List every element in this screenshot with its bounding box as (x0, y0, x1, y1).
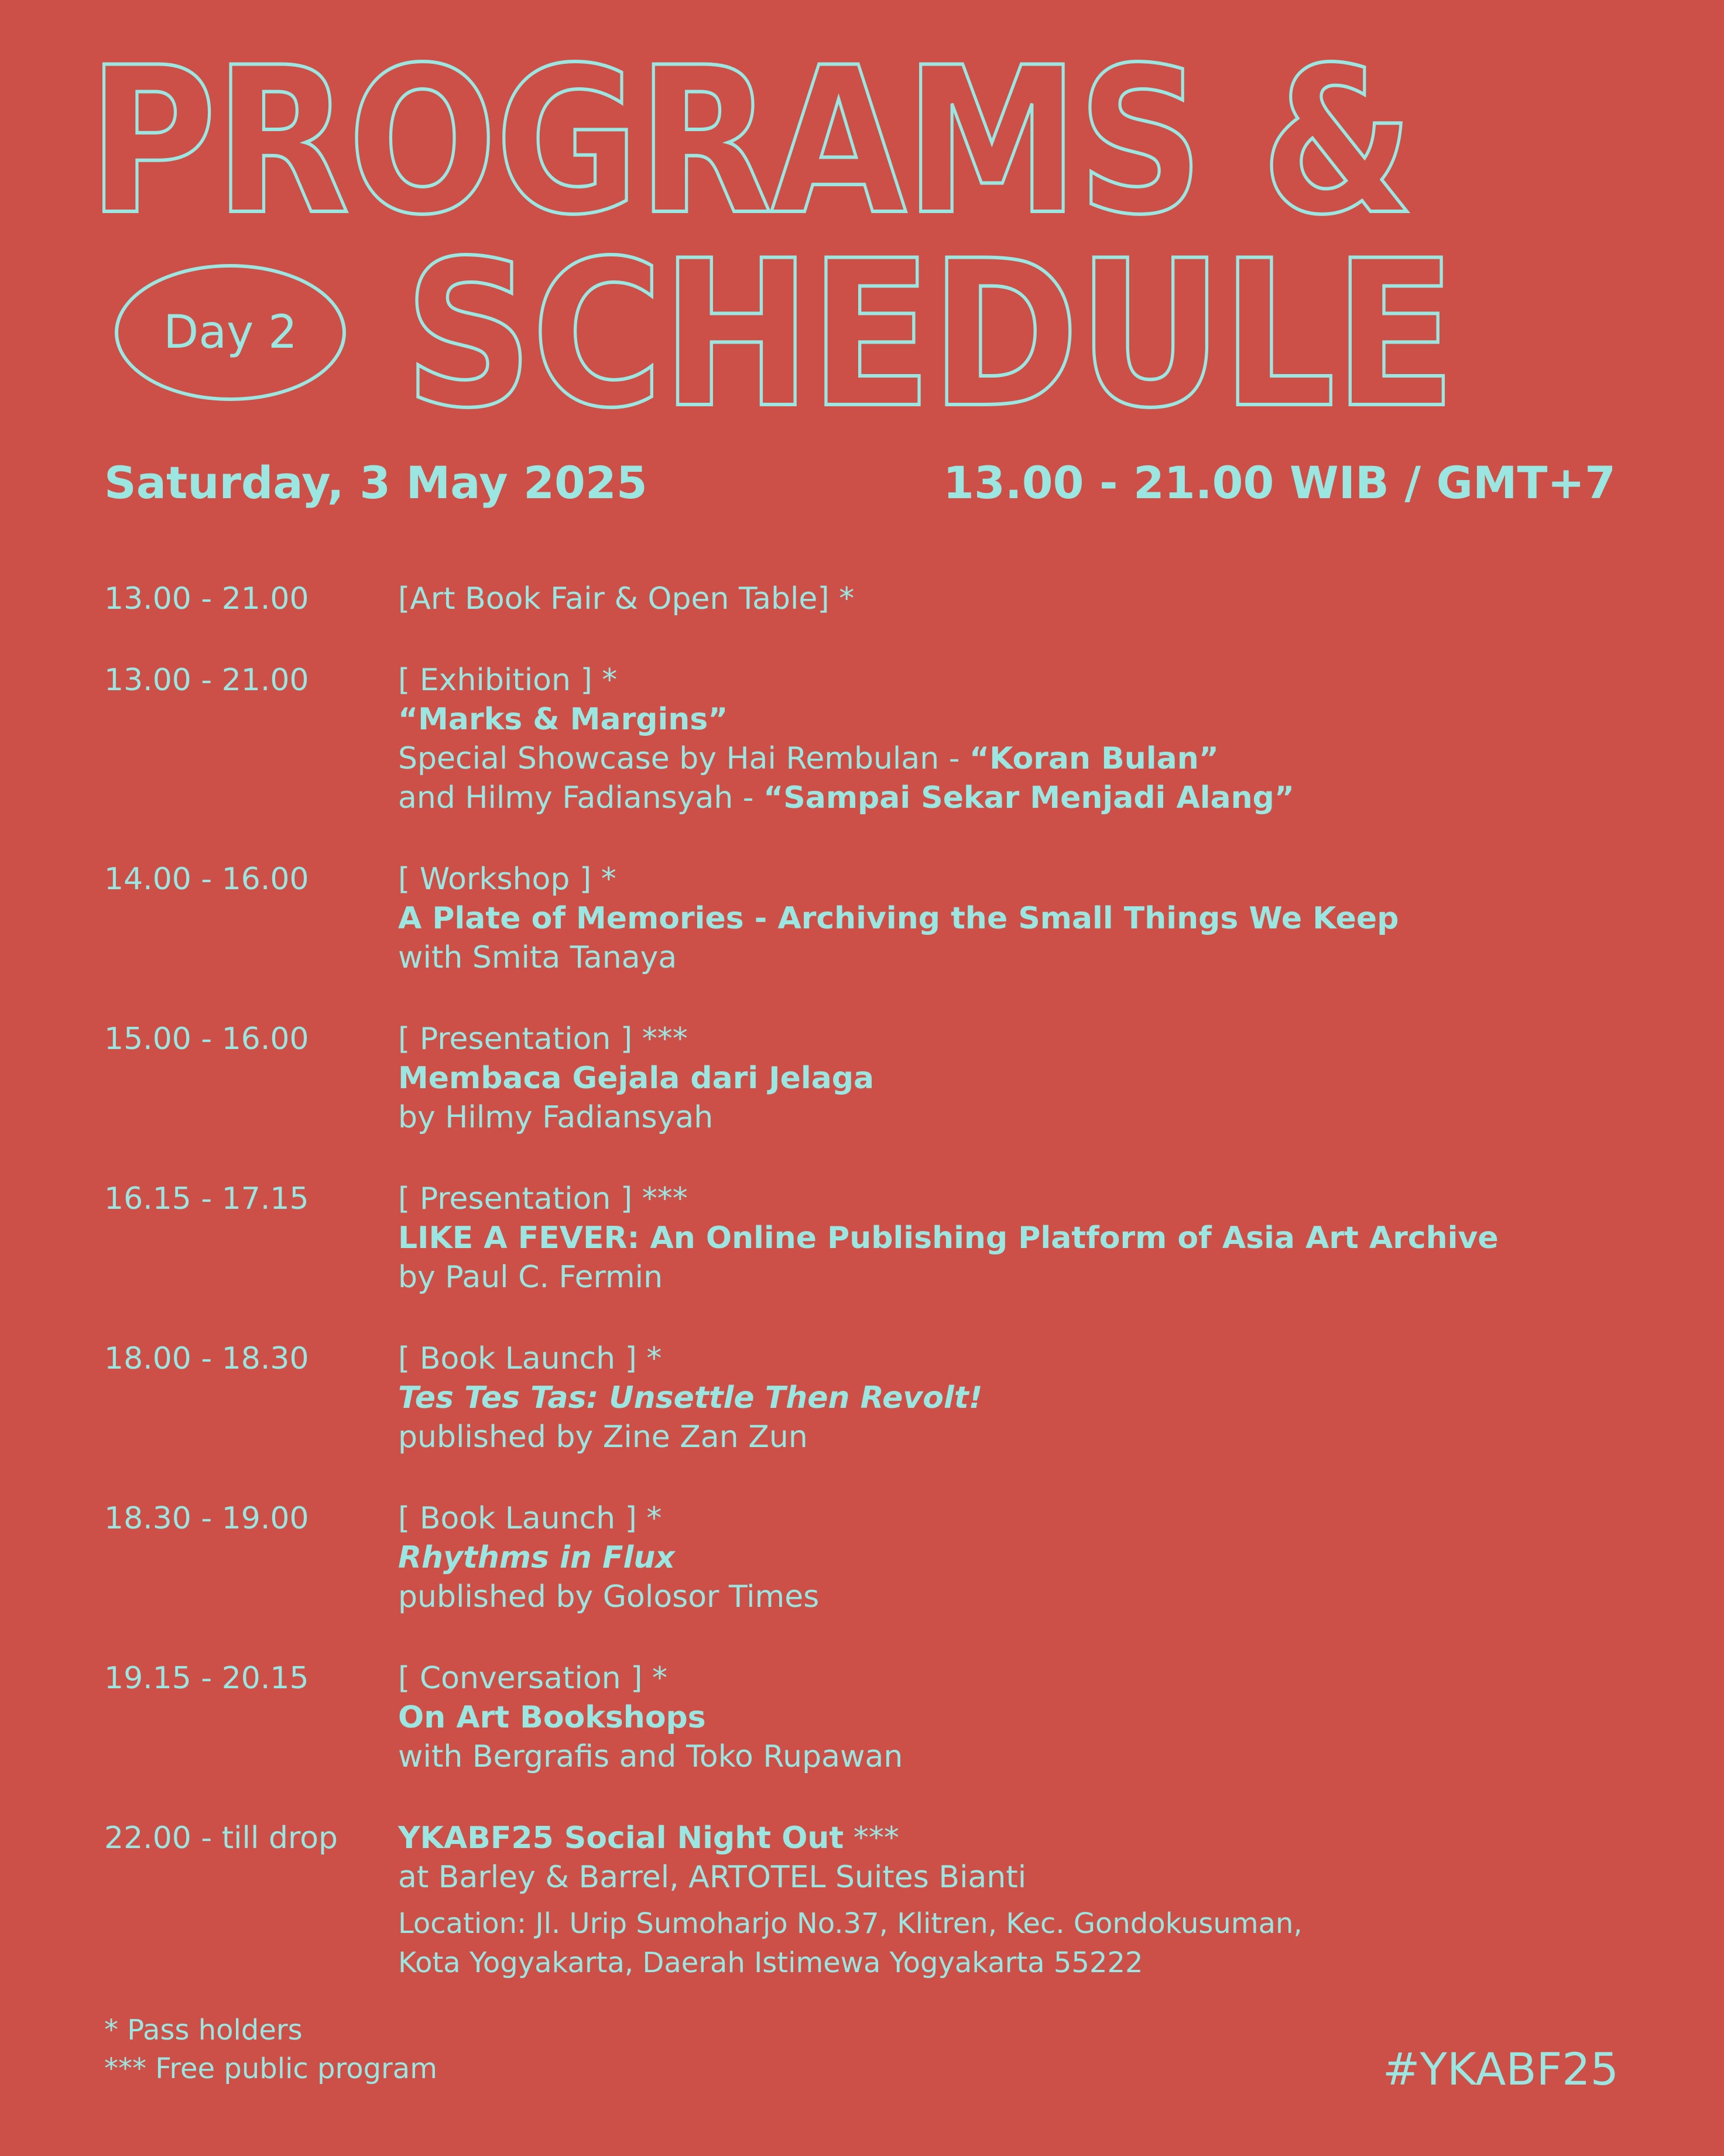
schedule-item (104, 1659, 1638, 1777)
schedule-category: [ Book Launch ] * (398, 1341, 662, 1376)
schedule-title: Membaca Gejala dari Jelaga (398, 1061, 875, 1096)
location-line: Kota Yogyakarta, Daerah Istimewa Yogyakarta 55222 (398, 1946, 1143, 1979)
legend-pass-holders: * Pass holders (104, 2014, 303, 2047)
schedule-title: A Plate of Memories - Archiving the Small Things We Keep (398, 901, 1399, 936)
schedule-showcase-line2 (398, 779, 1638, 818)
schedule-showcase-line1 (398, 739, 1638, 779)
schedule-title-line (398, 1819, 1638, 1858)
schedule-title: “Marks & Margins” (398, 702, 728, 737)
schedule-time: 18.00 - 18.30 (104, 1341, 309, 1376)
schedule-time: 22.00 - till drop (104, 1821, 338, 1856)
schedule-byline: published by Zine Zan Zun (398, 1420, 808, 1455)
schedule-category: [Art Book Fair & Open Table] * (398, 581, 855, 616)
showcase-work: “Koran Bulan” (969, 741, 1219, 776)
schedule-byline: by Hilmy Fadiansyah (398, 1100, 714, 1135)
location-block (398, 1904, 1638, 1983)
event-hours: 13.00 - 21.00 WIB / GMT+7 (943, 457, 1616, 509)
schedule-title: Tes Tes Tas: Unsettle Then Revolt! (398, 1380, 983, 1415)
schedule-time: 18.30 - 19.00 (104, 1501, 309, 1536)
schedule-title: YKABF25 Social Night Out (398, 1821, 844, 1856)
schedule-title: On Art Bookshops (398, 1700, 706, 1735)
schedule-byline: with Bergrafis and Toko Rupawan (398, 1739, 903, 1774)
schedule-title: Rhythms in Flux (398, 1540, 675, 1575)
title-programs: PROGRAMS & (88, 25, 1413, 259)
showcase-work: “Sampai Sekar Menjadi Alang” (763, 780, 1295, 815)
schedule-item (104, 1819, 1638, 1983)
schedule-byline: published by Golosor Times (398, 1579, 820, 1615)
schedule-item (104, 1180, 1638, 1297)
event-date: Saturday, 3 May 2025 (104, 457, 647, 509)
schedule-category: [ Workshop ] * (398, 862, 616, 897)
schedule-time: 14.00 - 16.00 (104, 862, 309, 897)
showcase-intro: Special Showcase by Hai Rembulan - (398, 741, 970, 776)
schedule-list (104, 580, 1638, 2025)
schedule-time: 19.15 - 20.15 (104, 1661, 309, 1696)
legend (104, 2011, 437, 2088)
schedule-time: 13.00 - 21.00 (104, 663, 309, 698)
schedule-category: [ Presentation ] *** (398, 1181, 688, 1216)
schedule-category: [ Exhibition ] * (398, 663, 618, 698)
day-badge (115, 264, 346, 401)
schedule-byline: at Barley & Barrel, ARTOTEL Suites Bianti (398, 1860, 1027, 1895)
schedule-item (104, 860, 1638, 978)
showcase-and: and Hilmy Fadiansyah - (398, 780, 764, 815)
schedule-title-mark: *** (844, 1821, 899, 1856)
schedule-item (104, 1499, 1638, 1617)
schedule-byline: with Smita Tanaya (398, 940, 677, 975)
schedule-category: [ Presentation ] *** (398, 1022, 688, 1057)
schedule-time: 16.15 - 17.15 (104, 1181, 309, 1216)
schedule-category: [ Book Launch ] * (398, 1501, 662, 1536)
schedule-time: 15.00 - 16.00 (104, 1022, 309, 1057)
title-schedule: SCHEDULE (404, 218, 1455, 453)
schedule-title: LIKE A FEVER: An Online Publishing Platform of Asia Art Archive (398, 1221, 1499, 1256)
day-badge-label: Day 2 (163, 306, 297, 359)
schedule-item (104, 1339, 1638, 1457)
schedule-byline: by Paul C. Fermin (398, 1260, 663, 1295)
schedule-category: [ Conversation ] * (398, 1661, 667, 1696)
location-line: Location: Jl. Urip Sumoharjo No.37, Klitren, Kec. Gondokusuman, (398, 1907, 1303, 1940)
schedule-item (104, 1020, 1638, 1137)
schedule-item (104, 580, 1638, 619)
schedule-item (104, 661, 1638, 818)
hashtag: #YKABF25 (1382, 2043, 1619, 2095)
schedule-time: 13.00 - 21.00 (104, 581, 309, 616)
legend-free-public: *** Free public program (104, 2052, 437, 2085)
